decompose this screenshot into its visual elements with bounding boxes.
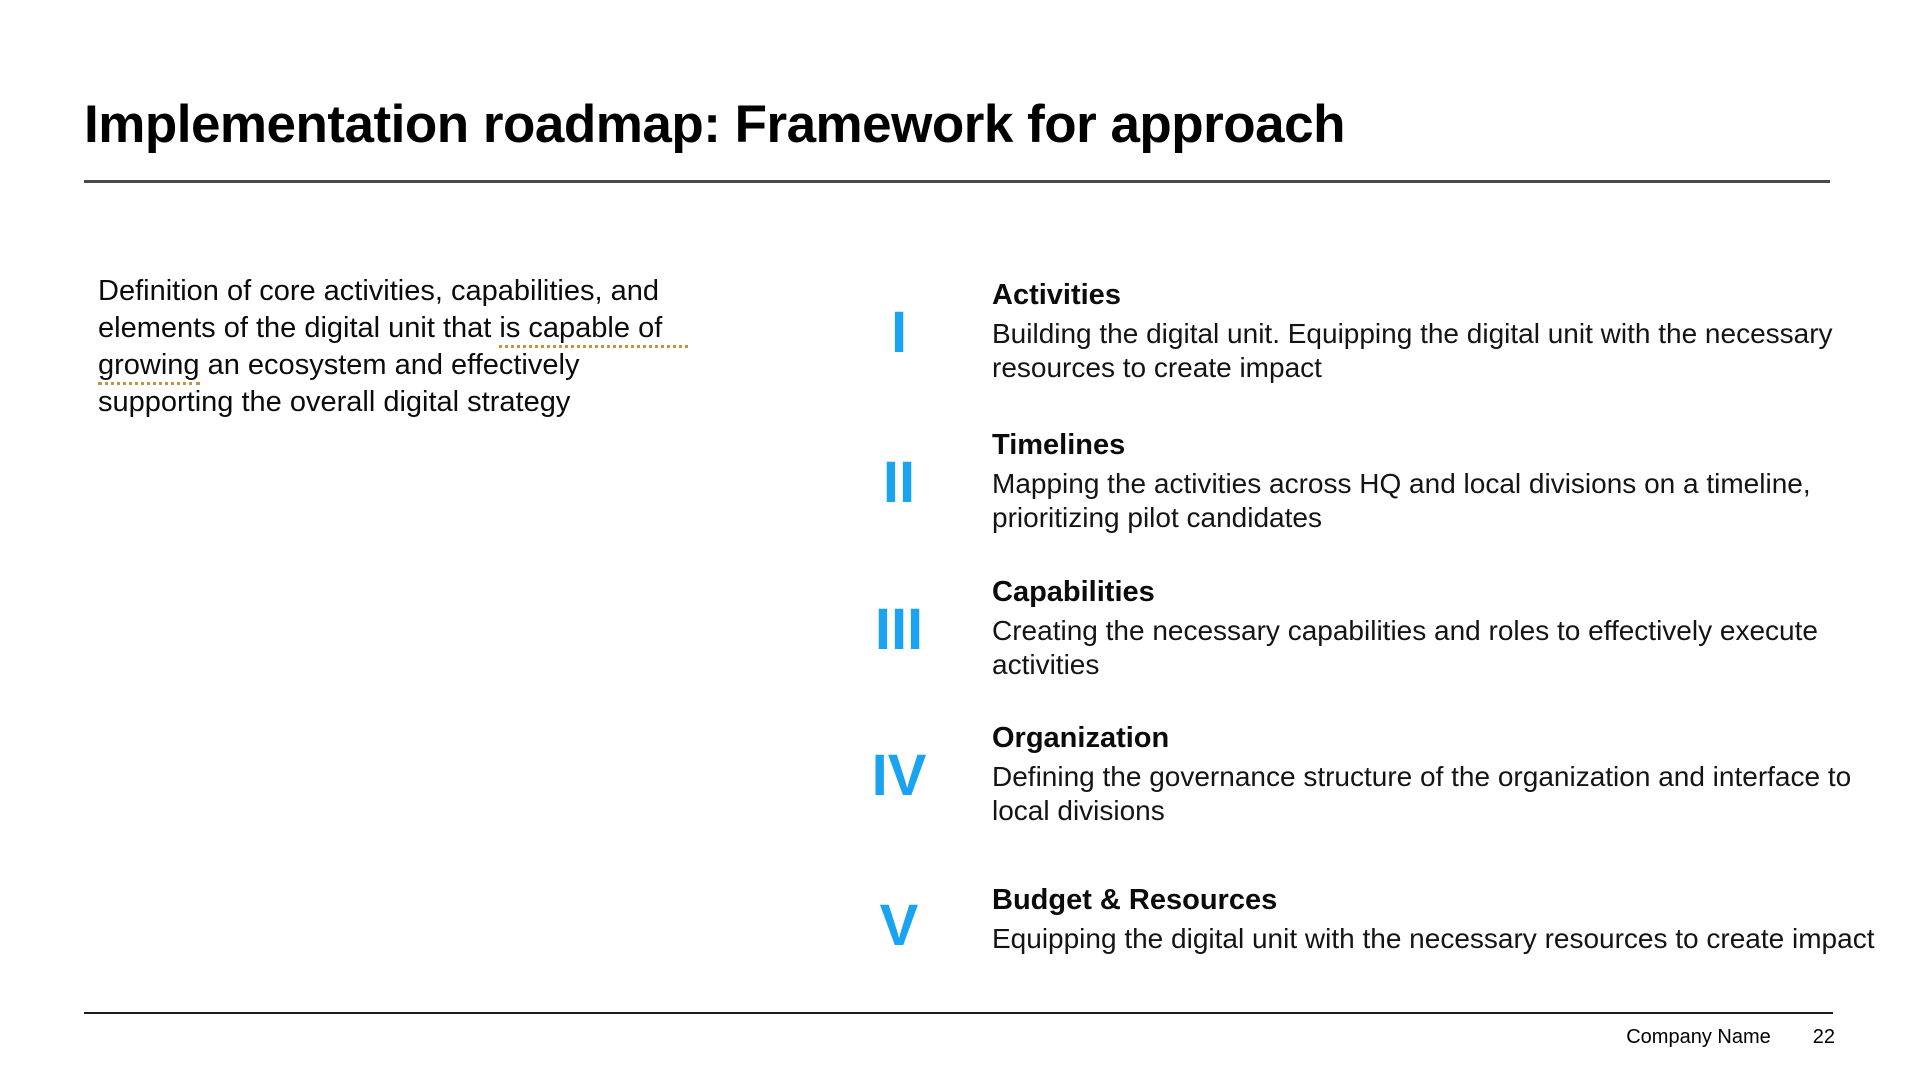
framework-item-title: Organization xyxy=(992,722,1170,754)
footer xyxy=(1626,1026,1835,1049)
framework-item-title: Timelines xyxy=(992,429,1126,461)
framework-item-description-line: Creating the necessary capabilities and roles to effectively execute xyxy=(992,615,1818,646)
framework-item-title: Budget & Resources xyxy=(992,884,1278,916)
framework-item-budget-resources xyxy=(840,883,1875,958)
framework-item-description-line: Mapping the activities across HQ and local divisions on a timeline, xyxy=(992,468,1811,499)
framework-item-description-line: prioritizing pilot candidates xyxy=(992,502,1322,533)
framework-item-text xyxy=(992,721,1852,828)
framework-item-description-line: local divisions xyxy=(992,795,1165,826)
framework-item-organization xyxy=(840,721,1852,828)
intro-text: elements of the digital unit that xyxy=(98,312,500,344)
intro-line xyxy=(98,310,688,347)
framework-item-timelines xyxy=(840,428,1812,535)
spellcheck-underlined-text: is capable of xyxy=(499,312,688,348)
framework-item-text xyxy=(992,575,1818,682)
roman-numeral-3: III xyxy=(874,597,924,662)
footer-divider xyxy=(84,1012,1833,1014)
roman-numeral-1: I xyxy=(890,300,908,365)
framework-item-title: Capabilities xyxy=(992,576,1155,608)
intro-line xyxy=(98,273,688,310)
intro-text: supporting the overall digital strategy xyxy=(98,386,571,418)
intro-line xyxy=(98,384,688,421)
framework-item-description-line: Equipping the digital unit with the necessary resources to create impact xyxy=(992,923,1875,954)
roman-numeral-4: IV xyxy=(871,743,927,808)
spellcheck-underlined-text: growing xyxy=(98,349,200,385)
page-number: 22 xyxy=(1812,1026,1835,1048)
company-name: Company Name xyxy=(1626,1026,1771,1048)
intro-text: Definition of core activities, capabilities, and xyxy=(98,275,659,307)
roman-numeral-2: II xyxy=(882,450,916,515)
framework-item-text xyxy=(992,883,1875,956)
framework-item-description-line: resources to create impact xyxy=(992,352,1322,383)
framework-item-description-line: Defining the governance structure of the organization and interface to xyxy=(992,761,1852,792)
framework-item-description-line: Building the digital unit. Equipping the digital unit with the necessary xyxy=(992,318,1833,349)
framework-item-description-line: activities xyxy=(992,649,1100,680)
framework-item-text xyxy=(992,278,1833,385)
intro-paragraph xyxy=(98,273,688,421)
framework-item-capabilities xyxy=(840,575,1818,682)
title-divider xyxy=(84,180,1830,183)
intro-text: an ecosystem and effectively xyxy=(199,349,580,381)
roman-numeral-5: V xyxy=(879,893,919,958)
intro-line xyxy=(98,347,688,384)
framework-item-text xyxy=(992,428,1812,535)
framework-item-activities xyxy=(840,278,1833,385)
framework-item-title: Activities xyxy=(992,279,1121,311)
page-title: Implementation roadmap: Framework for approach xyxy=(84,95,1346,154)
